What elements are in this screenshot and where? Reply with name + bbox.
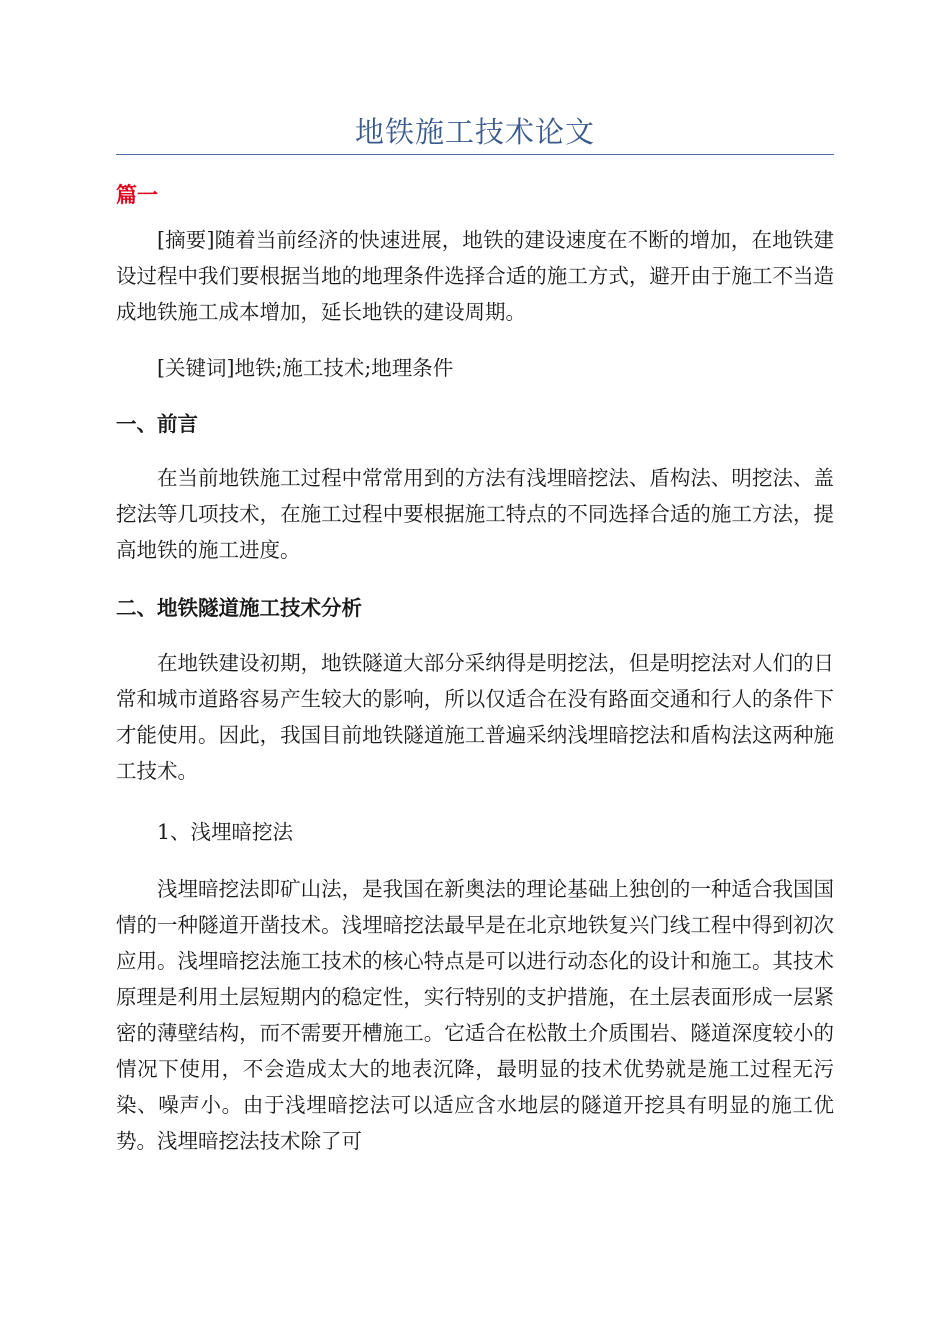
section-heading-preface: 一、前言 [116,412,198,436]
title-underline [116,154,834,155]
section-heading-tunnel-analysis: 二、地铁隧道施工技术分析 [116,596,362,620]
subsection-heading-shallow-excavation: 1、浅埋暗挖法 [157,820,294,844]
part-label: 篇一 [116,183,158,207]
shallow-excavation-paragraph: 浅埋暗挖法即矿山法，是我国在新奥法的理论基础上独创的一种适合我国国情的一种隧道开凿技术。浅埋暗挖法最早是在北京地铁复兴门线工程中得到初次应用。浅埋暗挖法施工技术的核心特点是可以进行动态化的设计和施工。其技术原理是利用土层短期内的稳定性，实行特别的支护措施，在土层表面形成一层紧密的薄壁结构，而不需要开槽施工。它适合在松散土介质围岩、隧道深度较小的情况下使用，不会造成太大的地表沉降，最明显的技术优势就是施工过程无污染、噪声小。由于浅埋暗挖法可以适应含水地层的隧道开挖具有明显的施工优势。浅埋暗挖法技术除了可 [116,877,834,1153]
tunnel-analysis-paragraph: 在地铁建设初期，地铁隧道大部分采纳得是明挖法，但是明挖法对人们的日常和城市道路容易产生较大的影响，所以仅适合在没有路面交通和行人的条件下才能使用。因此，我国目前地铁隧道施工普遍采纳浅埋暗挖法和盾构法这两种施工技术。 [116,651,834,783]
abstract-paragraph: [摘要]随着当前经济的快速进展，地铁的建设速度在不断的增加，在地铁建设过程中我们要根据当地的地理条件选择合适的施工方式，避开由于施工不当造成地铁施工成本增加，延长地铁的建设周期。 [116,228,834,324]
keywords-paragraph: [关键词]地铁;施工技术;地理条件 [157,356,454,380]
document-title: 地铁施工技术论文 [354,115,595,149]
preface-paragraph: 在当前地铁施工过程中常常用到的方法有浅埋暗挖法、盾构法、明挖法、盖挖法等几项技术，在施工过程中要根据施工特点的不同选择合适的施工方法，提高地铁的施工进度。 [116,466,834,562]
